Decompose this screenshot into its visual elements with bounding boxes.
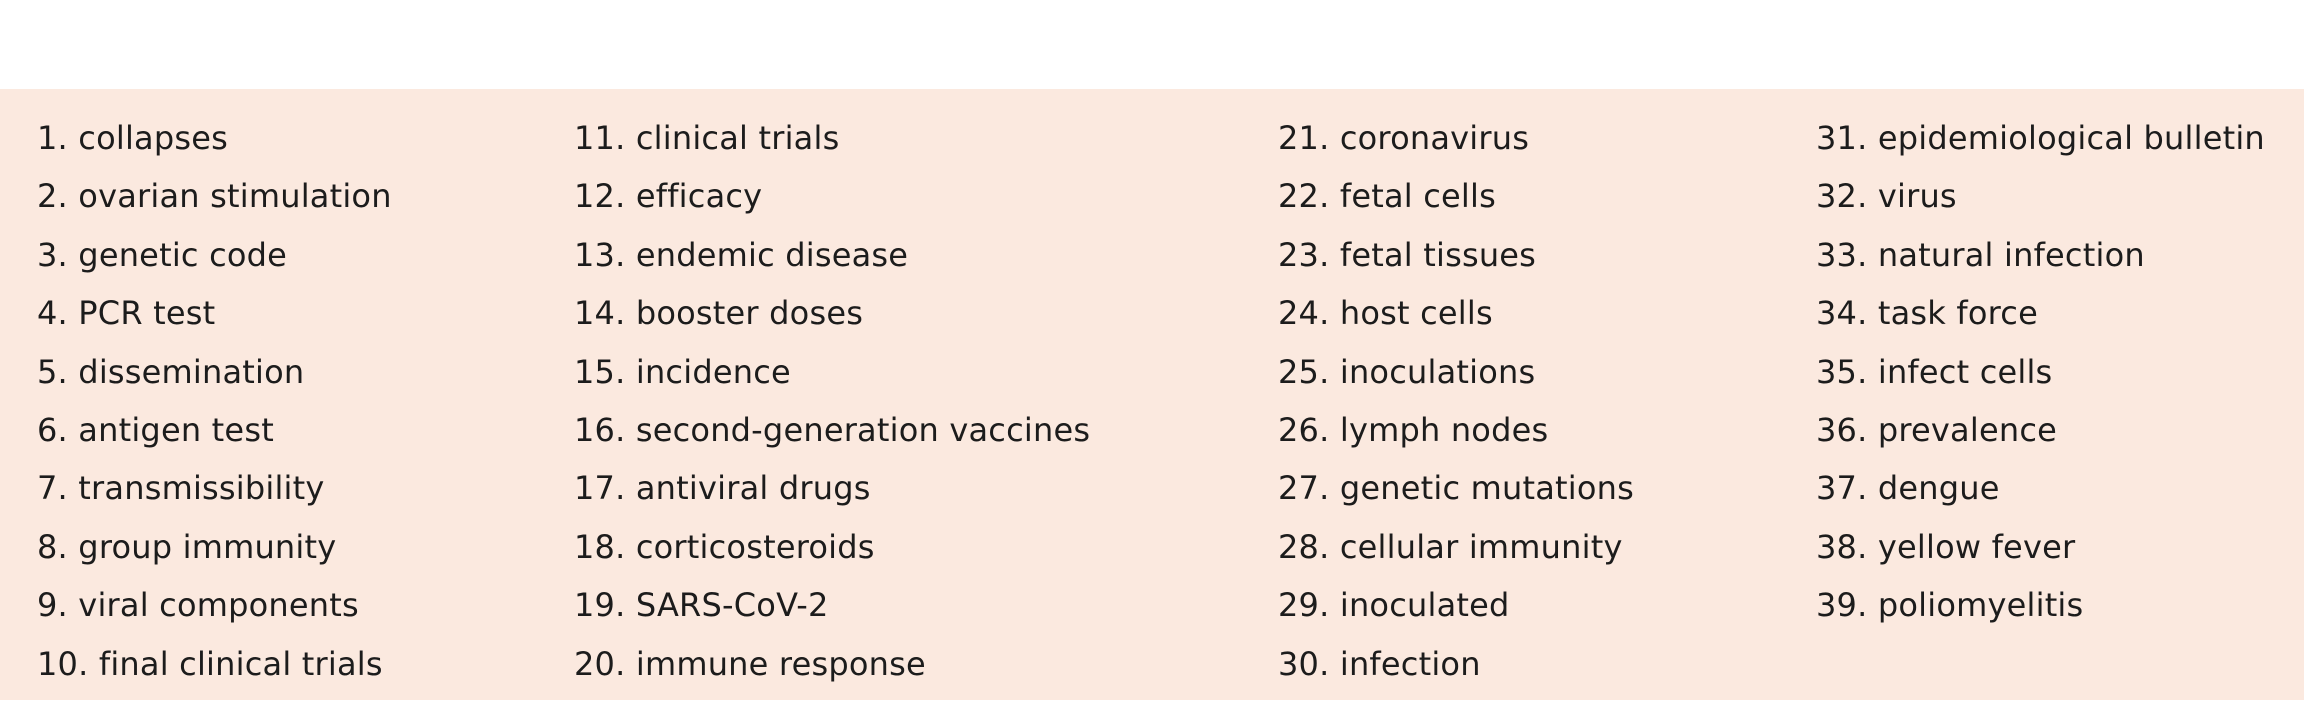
- term-item: 35. infect cells: [1816, 352, 2053, 391]
- term-item: 34. task force: [1816, 294, 2038, 333]
- term-item: 14. booster doses: [574, 294, 864, 333]
- term-item: 39. poliomyelitis: [1816, 586, 2084, 625]
- term-item: 30. infection: [1278, 644, 1481, 683]
- term-item: 24. host cells: [1278, 294, 1493, 333]
- term-item: 28. cellular immunity: [1278, 527, 1623, 566]
- term-item: 38. yellow fever: [1816, 527, 2076, 566]
- term-column-3: [1278, 109, 1634, 693]
- term-item: 22. fetal cells: [1278, 177, 1496, 216]
- term-item: 17. antiviral drugs: [574, 469, 871, 508]
- term-item: 27. genetic mutations: [1278, 469, 1635, 508]
- term-item: 18. corticosteroids: [574, 527, 875, 566]
- term-item: 9. viral components: [37, 586, 359, 625]
- term-item: 37. dengue: [1816, 469, 2000, 508]
- term-item: 36. prevalence: [1816, 410, 2058, 449]
- term-item: 31. epidemiological bulletin: [1816, 119, 2265, 157]
- term-item: 7. transmissibility: [37, 469, 325, 508]
- term-item: 33. natural infection: [1816, 235, 2145, 274]
- term-item: 23. fetal tissues: [1278, 235, 1537, 274]
- term-item: 10. final clinical trials: [37, 644, 383, 683]
- term-item: 29. inoculated: [1278, 586, 1510, 625]
- term-item: 11. clinical trials: [574, 119, 840, 157]
- term-item: 19. SARS-CoV-2: [574, 586, 829, 625]
- term-column-2: [574, 109, 1090, 693]
- term-item: 4. PCR test: [37, 294, 216, 333]
- term-item: 16. second-generation vaccines: [574, 410, 1091, 449]
- term-item: 8. group immunity: [37, 527, 337, 566]
- term-column-4: [1816, 109, 2265, 635]
- term-item: 20. immune response: [574, 644, 926, 683]
- term-item: 21. coronavirus: [1278, 119, 1530, 157]
- term-item: 12. efficacy: [574, 177, 763, 216]
- term-item: 1. collapses: [37, 119, 229, 157]
- term-item: 26. lymph nodes: [1278, 410, 1549, 449]
- term-item: 32. virus: [1816, 177, 1957, 216]
- term-item: 3. genetic code: [37, 235, 288, 274]
- term-item: 2. ovarian stimulation: [37, 177, 392, 216]
- term-item: 6. antigen test: [37, 410, 274, 449]
- term-item: 13. endemic disease: [574, 235, 909, 274]
- term-item: 5. dissemination: [37, 352, 305, 391]
- term-item: 25. inoculations: [1278, 352, 1536, 391]
- term-list-panel: [0, 89, 2304, 700]
- term-item: 15. incidence: [574, 352, 791, 391]
- term-column-1: [37, 109, 392, 693]
